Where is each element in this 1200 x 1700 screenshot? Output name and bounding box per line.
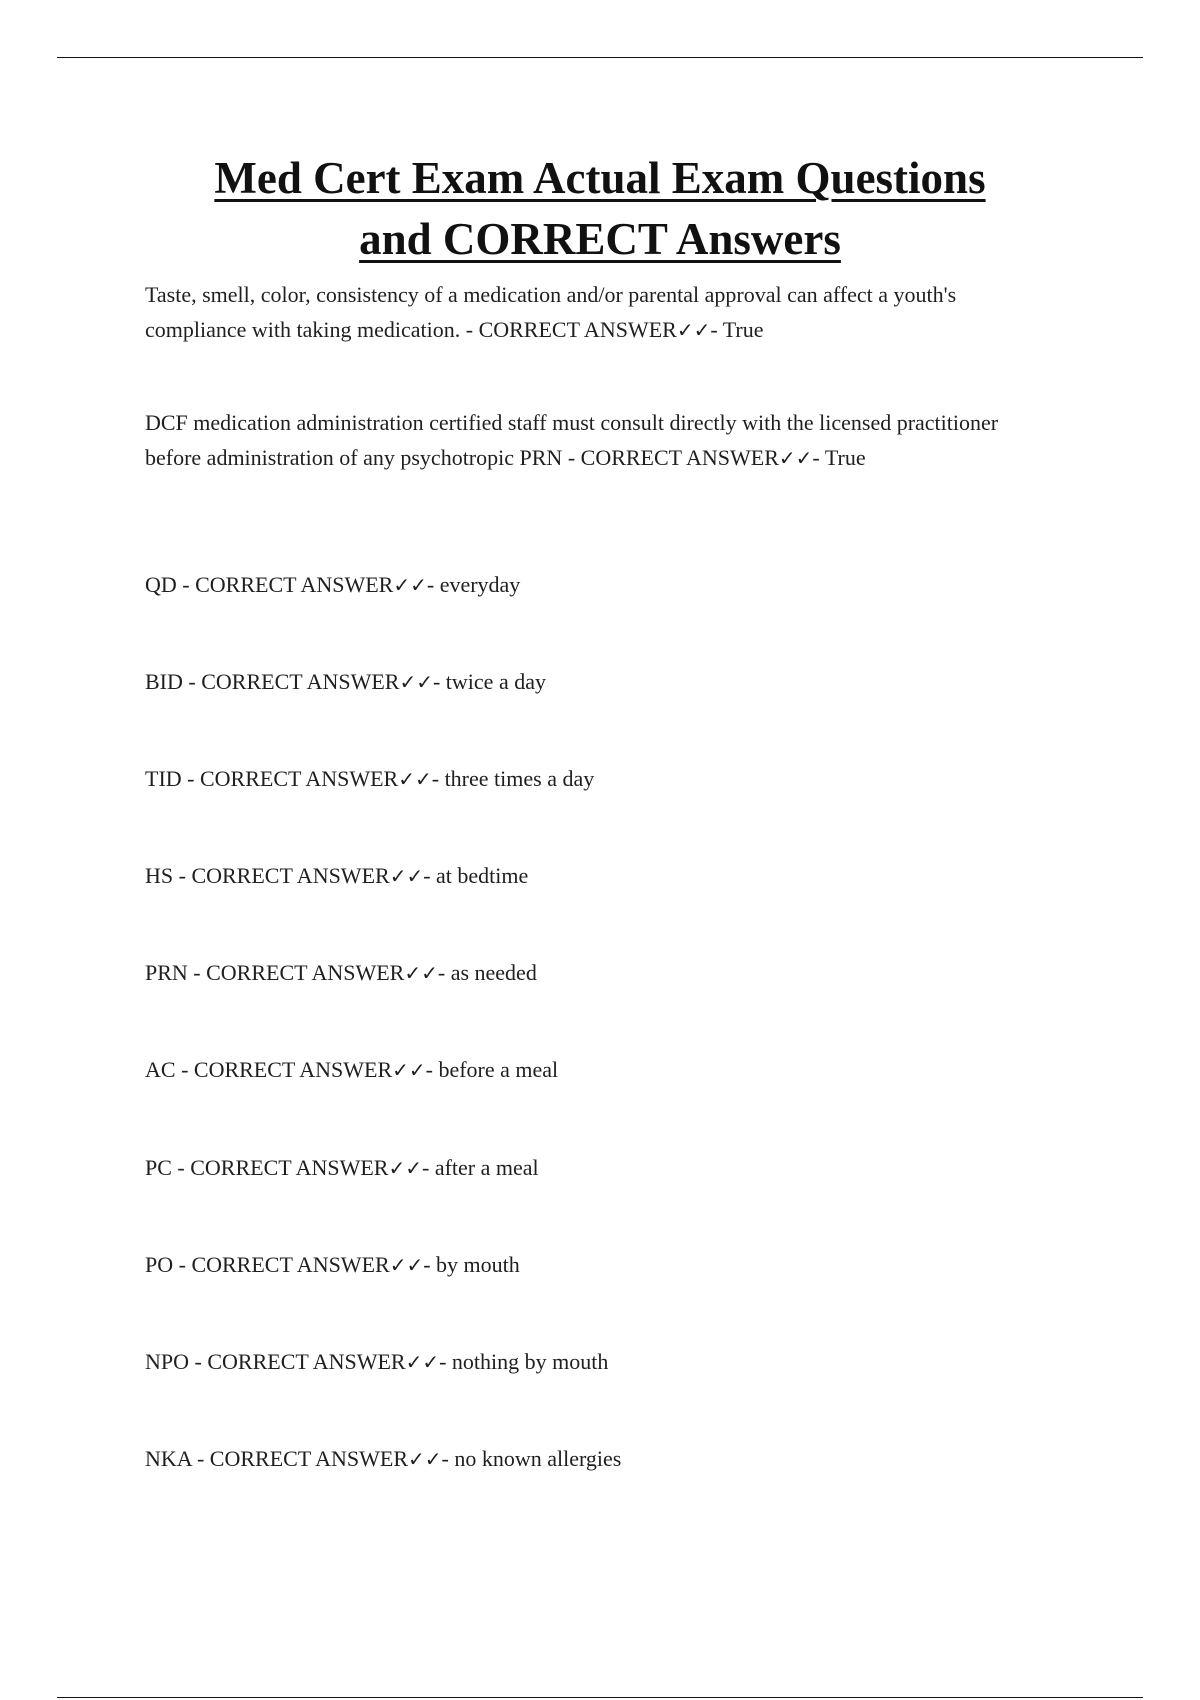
qa-separator: - CORRECT ANSWER: [189, 1349, 406, 1374]
qa-dash: -: [423, 1252, 437, 1277]
qa-answer: three times a day: [444, 766, 595, 791]
qa-dash: -: [423, 863, 437, 888]
qa-item: [145, 761, 1055, 797]
checkmark-icon: ✓✓: [405, 1350, 440, 1374]
qa-answer: by mouth: [436, 1252, 520, 1277]
qa-item: [145, 664, 1055, 700]
qa-answer: no known allergies: [454, 1446, 622, 1471]
qa-dash: -: [422, 1155, 435, 1180]
qa-question: TID: [145, 766, 182, 791]
qa-item: [145, 1150, 1055, 1186]
top-rule: [57, 57, 1143, 58]
qa-separator: - CORRECT ANSWER: [173, 1252, 390, 1277]
qa-answer: before a meal: [438, 1057, 559, 1082]
checkmark-icon: ✓✓: [388, 1156, 422, 1180]
qa-answer: after a meal: [434, 1155, 539, 1180]
checkmark-icon: ✓✓: [389, 864, 424, 888]
qa-question: Taste, smell, color, consistency of a medication and/or parental approval can affect a youth's compliance with taking medication.: [145, 282, 957, 342]
qa-question: NKA: [145, 1446, 192, 1471]
qa-item: [145, 277, 1055, 348]
qa-answer: nothing by mouth: [451, 1349, 609, 1374]
qa-question: PRN: [145, 960, 188, 985]
qa-question: PO: [145, 1252, 174, 1277]
checkmark-icon: ✓✓: [676, 318, 711, 342]
qa-question: QD: [145, 572, 177, 597]
qa-dash: -: [437, 960, 451, 985]
checkmark-icon: ✓✓: [404, 961, 438, 985]
qa-item: [145, 1344, 1055, 1380]
qa-item: [145, 858, 1055, 894]
qa-separator: - CORRECT ANSWER: [460, 317, 677, 342]
qa-separator: - CORRECT ANSWER: [191, 1446, 409, 1471]
qa-answer: as needed: [450, 960, 537, 985]
qa-question: BID: [145, 669, 183, 694]
qa-dash: -: [441, 1446, 455, 1471]
qa-item: [145, 567, 1055, 603]
qa-dash: -: [431, 766, 445, 791]
qa-item: [145, 405, 1055, 476]
qa-answer: everyday: [439, 572, 521, 597]
qa-item: [145, 1247, 1055, 1283]
title-line-1: Med Cert Exam Actual Exam Questions: [214, 153, 986, 203]
page-title: [60, 148, 1140, 270]
qa-answer: twice a day: [445, 669, 546, 694]
qa-separator: - CORRECT ANSWER: [173, 863, 390, 888]
checkmark-icon: ✓✓: [399, 670, 433, 694]
qa-separator: - CORRECT ANSWER: [176, 572, 394, 597]
qa-separator: - CORRECT ANSWER: [182, 669, 400, 694]
checkmark-icon: ✓✓: [392, 1058, 426, 1082]
qa-question: DCF medication administration certified staff must consult directly with the licensed practitioner before administration of any psychotropic PRN: [145, 410, 999, 470]
qa-dash: -: [710, 317, 723, 342]
checkmark-icon: ✓✓: [389, 1253, 424, 1277]
qa-item: [145, 955, 1055, 991]
qa-item: [145, 1441, 1055, 1477]
qa-question: HS: [145, 863, 174, 888]
qa-item: [145, 1052, 1055, 1088]
title-line-2: and CORRECT Answers: [359, 214, 841, 264]
checkmark-icon: ✓✓: [778, 446, 813, 470]
qa-question: NPO: [145, 1349, 190, 1374]
checkmark-icon: ✓✓: [408, 1447, 442, 1471]
qa-separator: - CORRECT ANSWER: [562, 445, 779, 470]
qa-separator: - CORRECT ANSWER: [171, 1155, 389, 1180]
qa-answer: True: [824, 445, 866, 470]
qa-separator: - CORRECT ANSWER: [175, 1057, 393, 1082]
checkmark-icon: ✓✓: [398, 767, 432, 791]
qa-dash: -: [426, 572, 440, 597]
qa-separator: - CORRECT ANSWER: [181, 766, 399, 791]
qa-question: PC: [145, 1155, 172, 1180]
bottom-rule: [57, 1697, 1143, 1698]
qa-answer: at bedtime: [436, 863, 529, 888]
qa-question: AC: [145, 1057, 176, 1082]
qa-dash: -: [432, 669, 446, 694]
qa-dash: -: [439, 1349, 452, 1374]
qa-separator: - CORRECT ANSWER: [187, 960, 405, 985]
qa-dash: -: [425, 1057, 439, 1082]
qa-dash: -: [812, 445, 825, 470]
checkmark-icon: ✓✓: [393, 573, 427, 597]
qa-answer: True: [722, 317, 764, 342]
